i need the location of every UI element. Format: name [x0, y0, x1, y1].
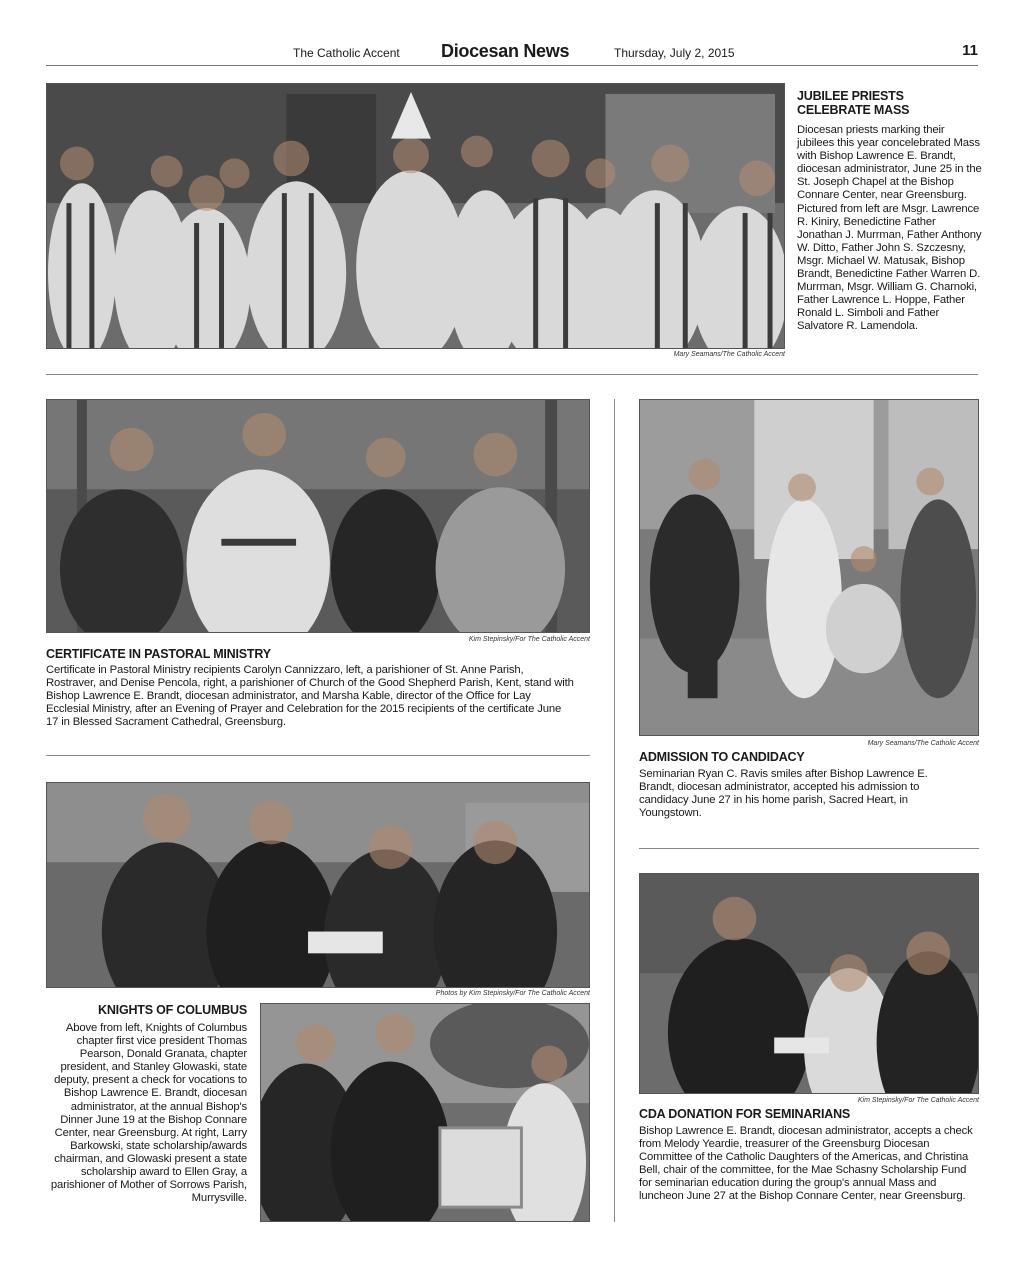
candidacy-photo-credit: Mary Seamans/The Catholic Accent	[867, 740, 979, 747]
knights-photo-credit: Photos by Kim Stepinsky/For The Catholic Accent	[435, 990, 590, 997]
section-title: Diocesan News	[441, 41, 570, 61]
candidacy-caption: Seminarian Ryan C. Ravis smiles after Bishop Lawrence E. Brandt, diocesan administrator, accepted his admission to candidacy June 27 in his home parish, Sacred Heart, in Youngstown.	[639, 768, 928, 820]
cda-headline: CDA DONATION FOR SEMINARIANS	[639, 1107, 851, 1121]
certificate-photo-credit: Kim Stepinsky/For The Catholic Accent	[468, 636, 590, 643]
knights-check-photo	[46, 782, 590, 988]
jubilee-headline	[797, 89, 982, 117]
right-divider	[639, 848, 979, 849]
jubilee-photo-credit: Mary Seamans/The Catholic Accent	[673, 351, 785, 358]
candidacy-headline: ADMISSION TO CANDIDACY	[639, 750, 805, 764]
certificate-headline: CERTIFICATE IN PASTORAL MINISTRY	[46, 647, 271, 661]
certificate-caption: Certificate in Pastoral Ministry recipients Carolyn Cannizzaro, left, a parishioner of St. Anne Parish, Rostraver, and Denise Pencola, right, a parishioner of Church of the Good Shepherd Parish, Kent, stand with Bishop Lawrence E. Brandt, diocesan administrator, and Marsha Kable, director of the Office for Lay Ecclesial Ministry, after an Evening of Prayer and Celebration for the 2015 recipients of the certificate June 17 in Blessed Sacrament Cathedral, Greensburg.	[46, 664, 574, 729]
jubilee-priests-photo	[46, 83, 785, 349]
knights-caption: Above from left, Knights of Columbus chapter first vice president Thomas Pearson, Donald Granata, chapter president, and Stanley Glowaski, state deputy, present a check for vocations to Bishop Lawrence E. Brandt, diocesan administrator, at the annual Bishop's Dinner June 19 at the Bishop Connare Center, near Greensburg. At right, Larry Barkowski, state scholarship/awards chairman, and Glowaski present a state scholarship award to Ellen Gray, a parishioner of Mother of Sorrows Parish, Murrysville.	[50, 1022, 247, 1205]
header-rule	[46, 65, 978, 66]
candidacy-photo	[639, 399, 979, 736]
jubilee-caption: Diocesan priests marking their jubilees this year concelebrated Mass with Bishop Lawrence E. Brandt, diocesan administrator, June 25 in the St. Joseph Chapel at the Bishop Connare Center, near Greensburg. Pictured from left are Msgr. Lawrence R. Kiniry, Benedictine Father Jonathan J. Murrman, Father Anthony W. Ditto, Father John S. Szczesny, Msgr. Michael W. Matusak, Bishop Brandt, Benedictine Father Warren D. Murrman, Msgr. William G. Charnoki, Father Lawrence L. Hoppe, Father Ronald L. Simboli and Father Salvatore R. Lamendola.	[797, 124, 982, 333]
cda-donation-photo	[639, 873, 979, 1094]
certificate-ceremony-photo	[46, 399, 590, 633]
column-rule	[614, 399, 615, 1222]
page-number: 11	[962, 42, 978, 59]
section-divider-1	[46, 374, 978, 375]
cda-caption: Bishop Lawrence E. Brandt, diocesan administrator, accepts a check from Melody Yeardie, treasurer of the Greensburg Diocesan Committee of the Catholic Daughters of the Americas, and Christina Bell, chair of the committee, for the Mae Schasny Scholarship Fund for seminarian education during the group's annual Mass and luncheon June 27 at the Bishop Connare Center, near Greensburg.	[639, 1125, 973, 1203]
issue-date: Thursday, July 2, 2015	[614, 46, 735, 60]
knights-scholarship-photo	[260, 1003, 590, 1222]
cda-photo-credit: Kim Stepinsky/For The Catholic Accent	[857, 1097, 979, 1104]
knights-headline: KNIGHTS OF COLUMBUS	[98, 1003, 247, 1017]
publication-name: The Catholic Accent	[293, 46, 400, 60]
jubilee-headline-line1: JUBILEE PRIESTS	[797, 89, 904, 103]
jubilee-headline-line2: CELEBRATE MASS	[797, 103, 910, 117]
left-divider	[46, 755, 590, 756]
